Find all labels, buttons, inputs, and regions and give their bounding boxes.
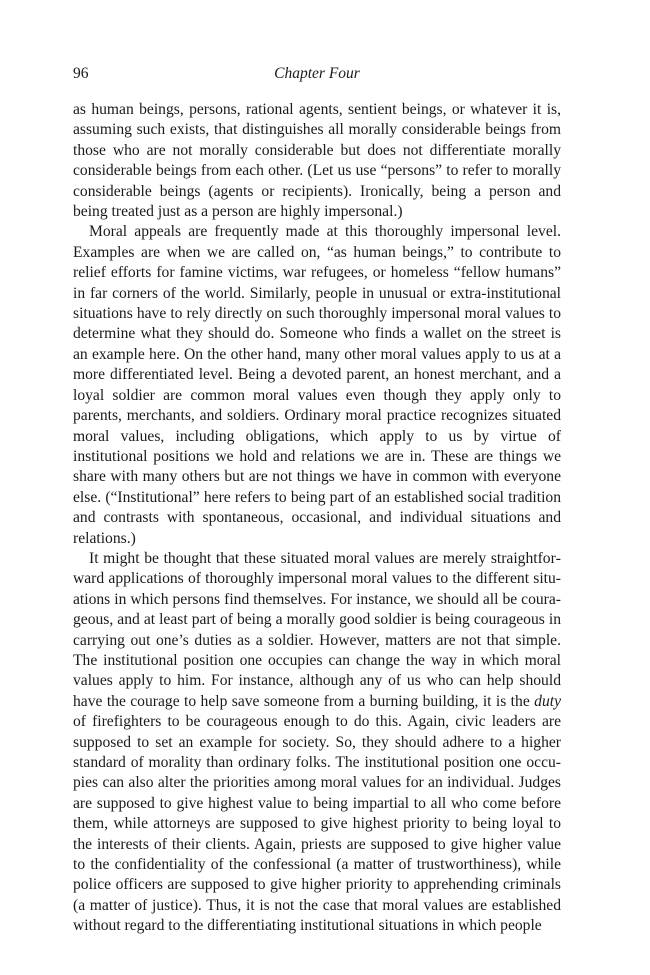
paragraph-moral-appeals: Moral appeals are frequently made at this thoroughly impersonal level. Examples are when we are called on, “as human beings,” to contribute to relief efforts for famine victims, war refugees, or homeless “fellow humans” in far corners of the world. Similarly, people in unusual or extra-institutional situations have to rely directly on such thoroughly impersonal moral values to determine what they should do. Someone who finds a wallet on the street is an example here. On the other hand, many other moral values apply to us at a more differentiated level. Being a devoted parent, an honest merchant, and a loyal soldier are common moral values even though they apply only to parents, merchants, and soldiers. Ordinary moral practice recognizes situated moral values, including obligations, which apply to us by virtue of institutional positions we hold and relations we are in. These are things we share with many others but are not things we have in common with everyone else. (“Institutional” here refers to being part of an established social tradition and contrasts with spontaneous, occasional, and individual situations and relations.)	[73, 223, 561, 547]
paragraph-continued: as human beings, persons, rational agents, sentient beings, or whatever it is, assuming such exists, that distinguishes all morally considerable beings from those who are not morally considerable but does not differentiate morally considerable beings from each other. (Let us use “persons” to refer to morally considerable beings (agents or recipients). Ironically, being a person and being treated just as a person are highly impersonal.)	[73, 101, 561, 221]
paragraph-situated-values	[73, 549, 561, 937]
paragraph-text-before: It might be thought that these situated moral values are merely straightforward applications of thoroughly impersonal moral values to the different situations in which persons find themselves. For instance, we should all be courageous, and at least part of being a morally good soldier is being courageous in carrying out one’s duties as a soldier. However, matters are not that simple. The institutional position one occupies can change the way in which moral values apply to him. For instance, although any of us who can help should have the courage to help save someone from a burning building, it is the	[73, 549, 561, 710]
page-number: 96	[73, 65, 89, 82]
paragraph-text-after: of firefighters to be courageous enough to do this. Again, civic leaders are supposed to set an example for society. So, they should adhere to a higher standard of morality than ordinary folks. The institutional position one occupies can also alter the priorities among moral values for an individual. Judges are supposed to give highest value to being impartial to all who come before them, while attorneys are supposed to give highest priority to being loyal to the interests of their clients. Again, priests are supposed to give higher value to the confidentiality of the confessional (a matter of trustworthiness), while police officers are supposed to give higher priority to apprehending criminals (a matter of justice). Thus, it is not the case that moral values are established without regard to the differentiating institutional situations in which people	[73, 713, 561, 935]
chapter-title: Chapter Four	[274, 65, 360, 82]
running-header	[73, 62, 561, 86]
book-page	[73, 62, 561, 937]
emphasis-duty: duty	[534, 692, 561, 710]
body-text	[73, 100, 561, 937]
